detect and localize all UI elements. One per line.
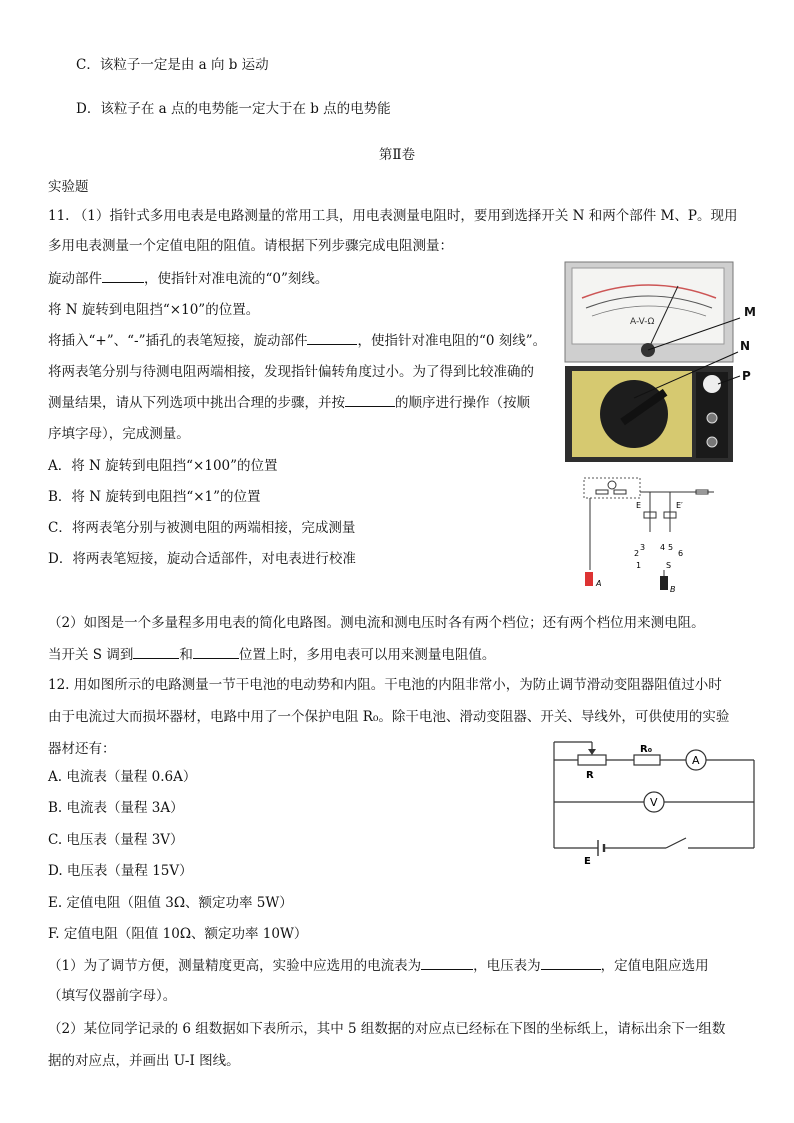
label-p: P	[742, 369, 751, 383]
rheostat-icon	[578, 755, 606, 765]
q11-step3: 将插入“+”、“-”插孔的表笔短接，旋动部件 ，使指针对准电阻的“0 刻线”。	[48, 333, 547, 349]
label-1: 1	[636, 561, 642, 570]
meter-face-label: A-V-Ω	[630, 317, 655, 327]
label-r: R	[586, 770, 594, 781]
label-e1: E	[636, 501, 642, 510]
label-s: S	[666, 561, 672, 570]
probe-b	[660, 576, 668, 590]
label-5: 5	[668, 543, 674, 552]
label-2: 2	[634, 549, 640, 558]
jack-minus	[707, 437, 717, 447]
label-r0: R₀	[640, 744, 653, 755]
q12-option-a: A. 电流表（量程 0.6A）	[48, 769, 197, 785]
q12-line1: 12. 用如图所示的电路测量一节干电池的电动势和内阻。干电池的内阻非常小，为防止调节滑动变阻器阻值过小时	[48, 677, 722, 693]
label-ammeter: A	[692, 754, 700, 767]
q11-step4-line3: 序填字母），完成测量。	[48, 426, 190, 442]
q11-step4-line1: 将两表笔分别与待测电阻两端相接，发现指针偏转角度过小。为了得到比较准确的	[48, 364, 534, 380]
label-m: M	[744, 305, 756, 319]
q12-part2-line1: （2）某位同学记录的 6 组数据如下表所示，其中 5 组数据的对应点已经标在下图的坐标纸上，请标出余下一组数	[48, 1021, 726, 1037]
section-title: 第Ⅱ卷	[378, 147, 416, 163]
probe-a	[585, 572, 593, 586]
q12-line2: 由于电流过大而损坏器材，电路中用了一个保护电阻 R₀。除干电池、滑动变阻器、开关、导线外，可供使用的实验	[48, 709, 730, 725]
q12-option-b: B. 电流表（量程 3A）	[48, 800, 184, 816]
multimeter-figure	[560, 258, 760, 464]
answer-blank[interactable]	[541, 957, 601, 970]
battery-emf-circuit-diagram	[548, 740, 760, 866]
q12-part1-line1: （1）为了调节方便，测量精度更高，实验中应选用的电流表为 ，电压表为 ，定值电阻应选用	[48, 958, 709, 974]
q11-step4-line2: 测量结果，请从下列选项中挑出合理的步骤，并按 的顺序进行操作（按顺	[48, 395, 530, 411]
label-e2: E′	[676, 501, 683, 510]
q12-option-c: C. 电压表（量程 3V）	[48, 832, 184, 848]
q11-option-c: C．将两表笔分别与被测电阻的两端相接，完成测量	[48, 520, 356, 536]
q12-option-d: D. 电压表（量程 15V）	[48, 863, 193, 879]
slider-arrow-icon	[588, 749, 596, 755]
q11-option-b: B．将 N 旋转到电阻挡“×1”的位置	[48, 489, 261, 505]
jack-plus	[707, 413, 717, 423]
multirange-circuit-diagram	[574, 474, 724, 602]
q12-option-e: E. 定值电阻（阻值 3Ω、额定功率 5W）	[48, 895, 293, 911]
label-a: A	[596, 579, 602, 588]
q12-part2-line2: 据的对应点，并画出 U-I 图线。	[48, 1053, 240, 1069]
label-4: 4	[660, 543, 666, 552]
label-3: 3	[640, 543, 646, 552]
section-category: 实验题	[48, 179, 89, 195]
label-6: 6	[678, 549, 684, 558]
answer-blank[interactable]	[421, 957, 473, 970]
answer-blank[interactable]	[133, 646, 179, 659]
q12-part1-line2: （填写仪器前字母）。	[48, 988, 177, 1004]
answer-blank[interactable]	[102, 270, 144, 283]
option-c-prev: C．该粒子一定是由 a 向 b 运动	[76, 57, 269, 73]
q12-option-f: F. 定值电阻（阻值 10Ω、额定功率 10W）	[48, 926, 308, 942]
label-voltmeter: V	[650, 796, 658, 809]
q11-part2-line1: （2）如图是一个多量程多用电表的简化电路图。测电流和测电压时各有两个档位；还有两个档位用来测电阻。	[48, 615, 705, 631]
q12-line3: 器材还有：	[48, 741, 116, 757]
label-e: E	[584, 856, 591, 866]
galvanometer-icon	[608, 481, 616, 489]
q11-line2: 多用电表测量一个定值电阻的阻值。请根据下列步骤完成电阻测量：	[48, 238, 453, 254]
resistor-icon	[596, 490, 608, 494]
q11-step1: 旋动部件 ，使指针对准电流的“0”刻线。	[48, 271, 329, 287]
q11-step2: 将 N 旋转到电阻挡“×10”的位置。	[48, 302, 260, 318]
q11-option-a: A．将 N 旋转到电阻挡“×100”的位置	[48, 458, 278, 474]
answer-blank[interactable]	[345, 394, 395, 407]
label-b: B	[670, 585, 676, 594]
q11-option-d: D．将两表笔短接，旋动合适部件，对电表进行校准	[48, 551, 356, 567]
answer-blank[interactable]	[307, 332, 357, 345]
q11-line1: 11. （1）指针式多用电表是电路测量的常用工具，用电表测量电阻时，要用到选择开关 N 和两个部件 M、P。现用	[48, 208, 738, 224]
answer-blank[interactable]	[193, 646, 239, 659]
switch-icon	[666, 838, 686, 848]
resistor-icon	[614, 490, 626, 494]
label-n: N	[740, 339, 751, 353]
protective-resistor-icon	[634, 755, 660, 765]
q11-part2-line2: 当开关 S 调到 和 位置上时，多用电表可以用来测量电阻值。	[48, 647, 496, 663]
option-d-prev: D．该粒子在 a 点的电势能一定大于在 b 点的电势能	[76, 101, 391, 117]
